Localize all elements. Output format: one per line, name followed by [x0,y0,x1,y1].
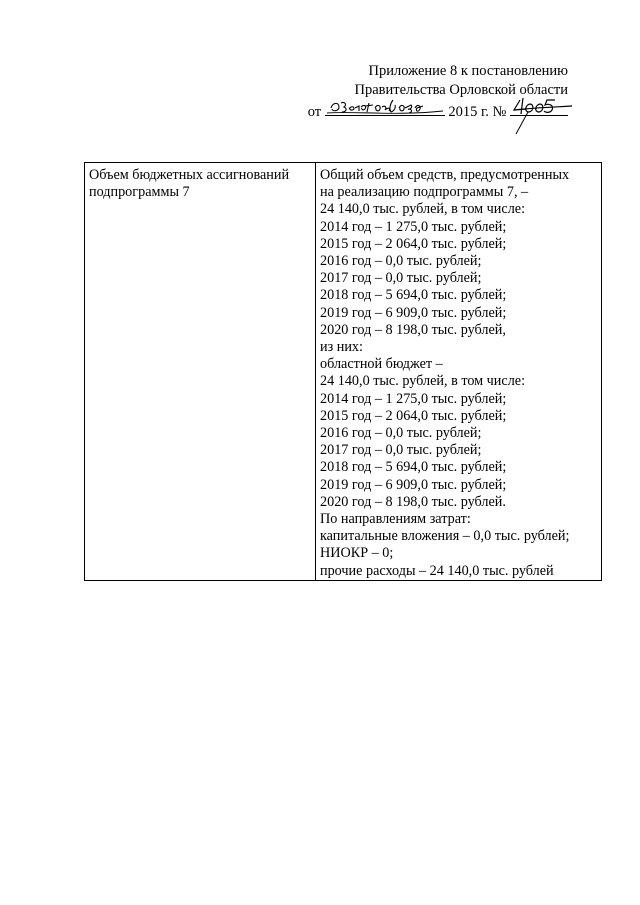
right-cell-line: из них: [320,339,363,356]
right-cell-line: на реализацию подпрограммы 7, – [320,184,529,201]
right-cell-line: 2014 год – 1 275,0 тыс. рублей; [320,390,507,407]
right-cell-line: прочие расходы – 24 140,0 тыс. рублей [320,562,554,579]
right-cell-line: 2016 год – 0,0 тыс. рублей; [320,253,482,270]
right-cell-line: 2018 год – 5 694,0 тыс. рублей; [320,287,507,304]
right-cell-line: областной бюджет – [320,356,443,373]
right-cell-line: 2017 год – 0,0 тыс. рублей; [320,442,482,459]
header-appendix-line: Приложение 8 к постановлению [368,63,568,79]
document-header [288,62,568,122]
header-date-line [288,100,568,122]
right-cell-line: 2019 год – 6 909,0 тыс. рублей; [320,476,507,493]
right-cell-line: По направлениям затрат: [320,511,471,528]
table-row [85,163,602,581]
left-cell [85,163,316,581]
right-cell-line: 2020 год – 8 198,0 тыс. рублей, [320,321,506,338]
left-cell-line: Объем бюджетных ассигнований [89,167,290,183]
right-cell-line: 2015 год – 2 064,0 тыс. рублей; [320,235,507,252]
right-cell-line: 24 140,0 тыс. рублей, в том числе: [320,201,526,218]
right-cell-line: Общий объем средств, предусмотренных [320,167,570,183]
right-cell-line: 2017 год – 0,0 тыс. рублей; [320,270,482,287]
right-cell [316,163,602,581]
budget-table [84,162,602,581]
header-year-number-text: 2015 г. № [448,104,507,120]
handwritten-number [510,100,568,116]
right-cell-line: 2018 год – 5 694,0 тыс. рублей; [320,459,507,476]
right-cell-line: 2019 год – 6 909,0 тыс. рублей; [320,304,507,321]
handwritten-date-ink [325,94,450,120]
left-cell-line: подпрограммы 7 [89,184,190,201]
right-cell-line: капитальные вложения – 0,0 тыс. рублей; [320,528,570,545]
right-cell-line: 2020 год – 8 198,0 тыс. рублей. [320,493,506,510]
handwritten-number-ink [510,94,580,154]
right-cell-line: НИОКР – 0; [320,545,394,562]
date-prefix: от [307,104,322,120]
header-government-line: Правительства Орловской области [354,82,568,98]
right-cell-line: 24 140,0 тыс. рублей, в том числе: [320,373,526,390]
right-cell-line: 2015 год – 2 064,0 тыс. рублей; [320,407,507,424]
right-cell-line: 2016 год – 0,0 тыс. рублей; [320,425,482,442]
handwritten-date [325,100,445,116]
right-cell-line: 2014 год – 1 275,0 тыс. рублей; [320,218,507,235]
